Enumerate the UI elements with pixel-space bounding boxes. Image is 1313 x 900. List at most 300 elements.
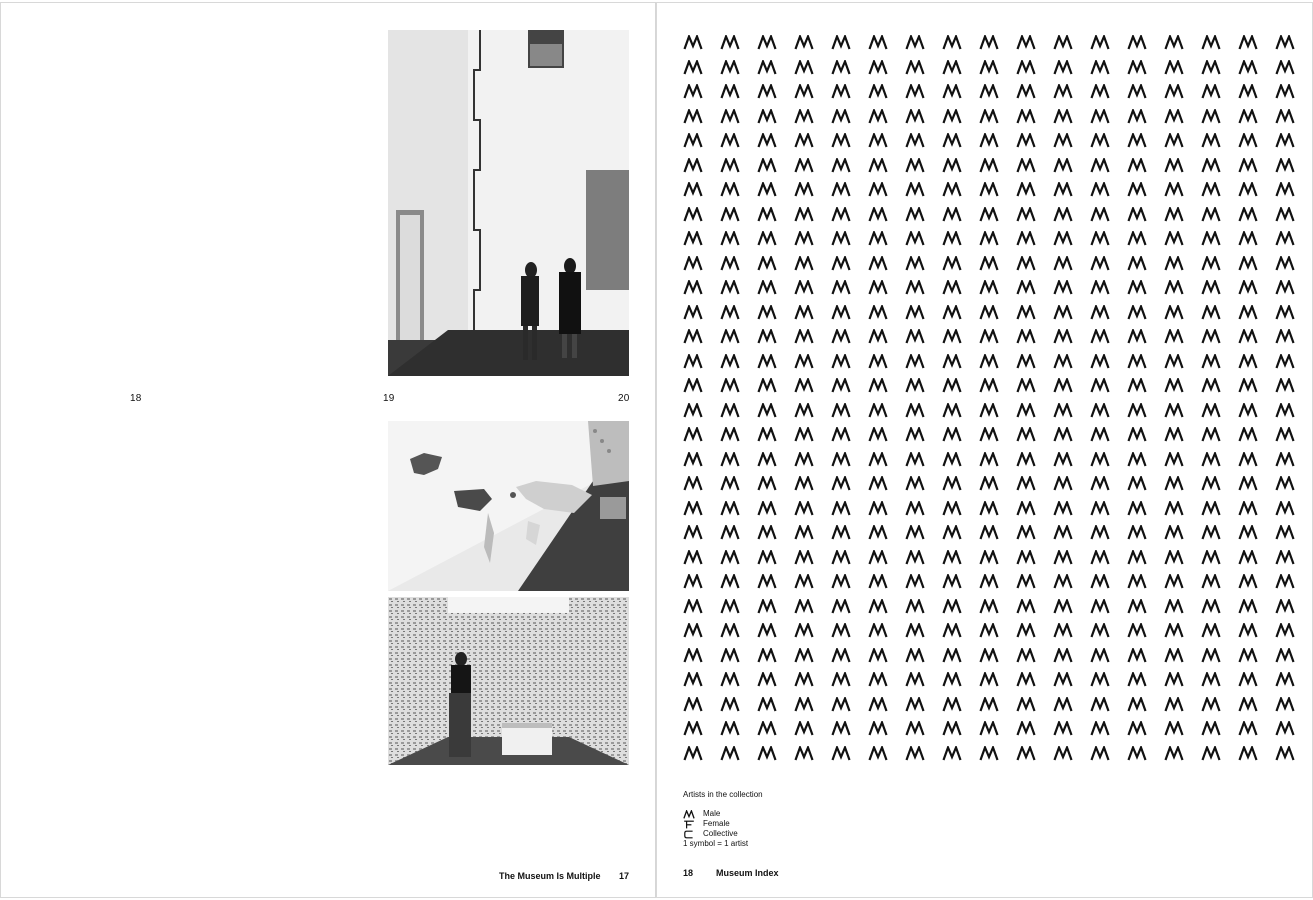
male-symbol-icon — [757, 572, 777, 588]
male-symbol-icon — [1275, 499, 1295, 515]
male-symbol-icon — [1275, 327, 1295, 343]
male-symbol-icon — [942, 180, 962, 196]
male-symbol-icon — [979, 450, 999, 466]
male-symbol-icon — [979, 156, 999, 172]
male-symbol-icon — [794, 523, 814, 539]
male-symbol-icon — [794, 327, 814, 343]
male-symbol-icon — [942, 646, 962, 662]
male-symbol-icon — [979, 205, 999, 221]
male-symbol-icon — [831, 499, 851, 515]
male-symbol-icon — [831, 548, 851, 564]
male-symbol-icon — [1164, 254, 1184, 270]
male-symbol-icon — [1016, 376, 1036, 392]
male-symbol-icon — [905, 107, 925, 123]
male-symbol-icon — [831, 33, 851, 49]
male-symbol-icon — [868, 82, 888, 98]
male-symbol-icon — [942, 670, 962, 686]
male-symbol-icon — [979, 548, 999, 564]
male-symbol-icon — [1053, 205, 1073, 221]
male-symbol-icon — [942, 719, 962, 735]
male-symbol-icon — [794, 425, 814, 441]
figure-number-20: 20 — [618, 393, 630, 404]
male-symbol-icon — [1238, 499, 1258, 515]
male-symbol-icon — [794, 695, 814, 711]
male-symbol-icon — [905, 33, 925, 49]
male-symbol-icon — [683, 670, 703, 686]
male-symbol-icon — [720, 156, 740, 172]
male-symbol-icon — [1275, 82, 1295, 98]
male-symbol-icon — [1016, 597, 1036, 613]
male-symbol-icon — [1053, 744, 1073, 760]
male-symbol-icon — [868, 474, 888, 490]
male-symbol-icon — [1127, 719, 1147, 735]
right-footer-title: Museum Index — [716, 868, 779, 878]
male-symbol-icon — [942, 548, 962, 564]
male-symbol-icon — [831, 229, 851, 245]
male-symbol-icon — [905, 474, 925, 490]
male-symbol-icon — [905, 744, 925, 760]
male-symbol-icon — [1164, 82, 1184, 98]
male-symbol-icon — [1090, 33, 1110, 49]
male-symbol-icon — [683, 180, 703, 196]
male-symbol-icon — [1201, 131, 1221, 147]
male-symbol-icon — [1201, 327, 1221, 343]
male-symbol-icon — [1238, 229, 1258, 245]
figure-number-19: 19 — [383, 393, 395, 404]
male-symbol-icon — [831, 401, 851, 417]
male-symbol-icon — [942, 425, 962, 441]
male-symbol-icon — [720, 327, 740, 343]
male-symbol-icon — [942, 82, 962, 98]
male-symbol-icon — [1275, 646, 1295, 662]
male-symbol-icon — [831, 450, 851, 466]
male-symbol-icon — [683, 33, 703, 49]
male-symbol-icon — [1201, 156, 1221, 172]
male-symbol-icon — [1090, 131, 1110, 147]
male-symbol-icon — [1090, 82, 1110, 98]
male-symbol-icon — [1164, 646, 1184, 662]
male-symbol-icon — [1238, 719, 1258, 735]
male-symbol-icon — [683, 474, 703, 490]
male-symbol-icon — [683, 646, 703, 662]
male-symbol-icon — [794, 33, 814, 49]
male-symbol-icon — [1201, 180, 1221, 196]
male-symbol-icon — [720, 450, 740, 466]
male-symbol-icon — [1090, 58, 1110, 74]
male-symbol-icon — [1016, 744, 1036, 760]
male-symbol-icon — [868, 352, 888, 368]
male-symbol-icon — [942, 572, 962, 588]
male-symbol-icon — [868, 425, 888, 441]
male-symbol-icon — [1201, 646, 1221, 662]
male-symbol-icon — [979, 425, 999, 441]
legend — [683, 809, 748, 849]
male-symbol-icon — [1238, 474, 1258, 490]
male-symbol-icon — [720, 719, 740, 735]
male-artist-glyph-grid — [683, 33, 1312, 768]
male-symbol-icon — [1016, 621, 1036, 637]
male-symbol-icon — [942, 401, 962, 417]
male-symbol-icon — [1127, 695, 1147, 711]
male-symbol-icon — [1127, 303, 1147, 319]
male-symbol-icon — [1090, 719, 1110, 735]
male-symbol-icon — [905, 327, 925, 343]
male-symbol-icon — [979, 646, 999, 662]
male-symbol-icon — [831, 131, 851, 147]
male-symbol-icon — [720, 254, 740, 270]
male-symbol-icon — [1053, 278, 1073, 294]
male-symbol-icon — [979, 572, 999, 588]
male-symbol-icon — [1164, 278, 1184, 294]
male-symbol-icon — [1053, 719, 1073, 735]
male-symbol-icon — [683, 82, 703, 98]
male-symbol-icon — [868, 670, 888, 686]
male-symbol-icon — [979, 597, 999, 613]
male-symbol-icon — [1275, 695, 1295, 711]
male-symbol-icon — [1090, 572, 1110, 588]
male-symbol-icon — [942, 744, 962, 760]
male-symbol-icon — [831, 107, 851, 123]
male-symbol-icon — [1275, 229, 1295, 245]
male-symbol-icon — [1275, 450, 1295, 466]
male-symbol-icon — [757, 548, 777, 564]
male-symbol-icon — [757, 82, 777, 98]
male-symbol-icon — [1238, 621, 1258, 637]
male-symbol-icon — [905, 572, 925, 588]
male-symbol-icon — [1275, 670, 1295, 686]
male-symbol-icon — [1127, 82, 1147, 98]
male-symbol-icon — [1127, 425, 1147, 441]
card-wall-room-photo — [388, 597, 629, 765]
male-symbol-icon — [1016, 474, 1036, 490]
male-symbol-icon — [1053, 401, 1073, 417]
left-footer-title: The Museum Is Multiple — [499, 871, 601, 881]
male-symbol-icon — [683, 523, 703, 539]
male-symbol-icon — [1164, 33, 1184, 49]
male-symbol-icon — [794, 621, 814, 637]
male-symbol-icon — [979, 131, 999, 147]
male-symbol-icon — [1275, 58, 1295, 74]
male-symbol-icon — [1275, 131, 1295, 147]
legend-label-collective: Collective — [703, 829, 738, 838]
male-symbol-icon — [1275, 572, 1295, 588]
male-symbol-icon — [683, 58, 703, 74]
male-symbol-icon — [1090, 352, 1110, 368]
male-symbol-icon — [720, 621, 740, 637]
male-symbol-icon — [1053, 156, 1073, 172]
male-symbol-icon — [1127, 229, 1147, 245]
male-symbol-icon — [1201, 278, 1221, 294]
male-symbol-icon — [1238, 278, 1258, 294]
male-symbol-icon — [979, 229, 999, 245]
male-symbol-icon — [831, 744, 851, 760]
male-symbol-icon — [1127, 597, 1147, 613]
male-symbol-icon — [1053, 254, 1073, 270]
male-symbol-icon — [1164, 548, 1184, 564]
male-symbol-icon — [868, 58, 888, 74]
male-symbol-icon — [757, 327, 777, 343]
male-symbol-icon — [1090, 376, 1110, 392]
male-symbol-icon — [831, 327, 851, 343]
male-symbol-icon — [1016, 229, 1036, 245]
male-symbol-icon — [1238, 131, 1258, 147]
male-symbol-icon — [868, 499, 888, 515]
legend-note: 1 symbol = 1 artist — [683, 839, 749, 848]
male-symbol-icon — [979, 327, 999, 343]
right-footer-page-number: 18 — [683, 868, 694, 878]
male-symbol-icon — [757, 229, 777, 245]
male-symbol-icon — [794, 670, 814, 686]
male-symbol-icon — [1275, 156, 1295, 172]
male-symbol-icon — [757, 646, 777, 662]
male-symbol-icon — [942, 474, 962, 490]
male-symbol-icon — [794, 278, 814, 294]
male-symbol-icon — [1090, 205, 1110, 221]
male-symbol-icon — [1016, 523, 1036, 539]
male-symbol-icon — [905, 597, 925, 613]
male-symbol-icon — [757, 156, 777, 172]
male-symbol-icon — [905, 376, 925, 392]
male-symbol-icon — [1127, 548, 1147, 564]
male-symbol-icon — [979, 719, 999, 735]
male-symbol-icon — [868, 254, 888, 270]
male-symbol-icon — [868, 572, 888, 588]
male-symbol-icon — [979, 254, 999, 270]
male-symbol-icon — [1275, 523, 1295, 539]
male-symbol-icon — [979, 499, 999, 515]
male-symbol-icon — [720, 229, 740, 245]
male-symbol-icon — [1090, 499, 1110, 515]
male-symbol-icon — [1238, 205, 1258, 221]
male-symbol-icon — [1238, 670, 1258, 686]
male-symbol-icon — [1127, 401, 1147, 417]
male-symbol-icon — [1053, 670, 1073, 686]
male-symbol-icon — [1201, 376, 1221, 392]
male-symbol-icon — [905, 695, 925, 711]
male-symbol-icon — [1201, 474, 1221, 490]
male-symbol-icon — [1090, 107, 1110, 123]
legend-item-male — [683, 809, 748, 819]
male-symbol-icon — [1016, 82, 1036, 98]
male-symbol-icon — [905, 450, 925, 466]
legend-label-male: Male — [703, 809, 721, 818]
male-symbol-icon — [1164, 474, 1184, 490]
male-symbol-icon — [1090, 327, 1110, 343]
male-symbol-icon — [794, 58, 814, 74]
male-symbol-icon — [794, 229, 814, 245]
male-symbol-icon — [942, 597, 962, 613]
male-symbol-icon — [1238, 744, 1258, 760]
male-symbol-icon — [683, 597, 703, 613]
male-symbol-icon — [1238, 254, 1258, 270]
male-symbol-icon — [1201, 597, 1221, 613]
male-symbol-icon — [1016, 450, 1036, 466]
male-symbol-icon — [794, 474, 814, 490]
male-symbol-icon — [905, 156, 925, 172]
male-symbol-icon — [1164, 327, 1184, 343]
male-symbol-icon — [979, 278, 999, 294]
male-symbol-icon — [979, 621, 999, 637]
male-symbol-icon — [757, 499, 777, 515]
male-symbol-icon — [868, 327, 888, 343]
male-symbol-icon — [1127, 450, 1147, 466]
male-symbol-icon — [1016, 33, 1036, 49]
male-symbol-icon — [831, 572, 851, 588]
male-symbol-icon — [683, 450, 703, 466]
male-symbol-icon — [868, 646, 888, 662]
male-symbol-icon — [1238, 352, 1258, 368]
male-symbol-icon — [1238, 523, 1258, 539]
male-symbol-icon — [1090, 621, 1110, 637]
male-symbol-icon — [1016, 548, 1036, 564]
legend-title: Artists in the collection — [683, 790, 763, 799]
male-symbol-icon — [942, 229, 962, 245]
male-symbol-icon — [1164, 303, 1184, 319]
male-symbol-icon — [683, 499, 703, 515]
male-symbol-icon — [1127, 499, 1147, 515]
male-symbol-icon — [757, 401, 777, 417]
male-symbol-icon — [1164, 229, 1184, 245]
male-symbol-icon — [1275, 180, 1295, 196]
male-symbol-icon — [1053, 82, 1073, 98]
male-symbol-icon — [905, 229, 925, 245]
male-symbol-icon — [794, 131, 814, 147]
male-symbol-icon — [757, 205, 777, 221]
male-symbol-icon — [683, 352, 703, 368]
male-symbol-icon — [868, 180, 888, 196]
male-symbol-icon — [1164, 425, 1184, 441]
male-symbol-icon — [683, 131, 703, 147]
male-symbol-icon — [1127, 523, 1147, 539]
male-symbol-icon — [1164, 156, 1184, 172]
male-symbol-icon — [1275, 719, 1295, 735]
male-symbol-icon — [720, 33, 740, 49]
male-symbol-icon — [720, 376, 740, 392]
male-symbol-icon — [979, 376, 999, 392]
male-symbol-icon — [794, 180, 814, 196]
male-symbol-icon — [720, 352, 740, 368]
male-symbol-icon — [1016, 425, 1036, 441]
male-symbol-icon — [831, 523, 851, 539]
male-symbol-icon — [683, 303, 703, 319]
male-symbol-icon — [1201, 352, 1221, 368]
male-symbol-icon — [1016, 254, 1036, 270]
male-symbol-icon — [868, 33, 888, 49]
male-symbol-icon — [1090, 670, 1110, 686]
male-symbol-icon — [1164, 695, 1184, 711]
male-symbol-icon — [1016, 58, 1036, 74]
male-symbol-icon — [683, 572, 703, 588]
male-symbol-icon — [1090, 303, 1110, 319]
male-symbol-icon — [942, 303, 962, 319]
male-symbol-icon — [1090, 474, 1110, 490]
male-symbol-icon — [942, 352, 962, 368]
male-symbol-icon — [1053, 327, 1073, 343]
male-symbol-icon — [1090, 278, 1110, 294]
male-symbol-icon — [979, 33, 999, 49]
male-symbol-icon — [1090, 254, 1110, 270]
male-symbol-icon — [868, 523, 888, 539]
male-symbol-icon — [683, 229, 703, 245]
legend-item-collective — [683, 829, 748, 839]
male-symbol-icon — [1053, 548, 1073, 564]
male-symbol-icon — [979, 107, 999, 123]
male-symbol-icon — [1016, 572, 1036, 588]
male-symbol-icon — [720, 744, 740, 760]
male-symbol-icon — [757, 352, 777, 368]
male-symbol-icon — [1201, 58, 1221, 74]
male-symbol-icon — [1275, 474, 1295, 490]
male-symbol-icon — [1016, 156, 1036, 172]
male-symbol-icon — [757, 58, 777, 74]
male-symbol-icon — [1053, 695, 1073, 711]
male-symbol-icon — [868, 131, 888, 147]
male-symbol-icon — [905, 303, 925, 319]
male-symbol-icon — [1201, 303, 1221, 319]
male-symbol-icon — [1127, 254, 1147, 270]
male-symbol-icon — [1275, 597, 1295, 613]
male-symbol-icon — [720, 670, 740, 686]
male-symbol-icon — [757, 376, 777, 392]
male-symbol-icon — [794, 303, 814, 319]
male-symbol-icon — [868, 156, 888, 172]
male-symbol-icon — [868, 401, 888, 417]
male-symbol-icon — [905, 352, 925, 368]
male-symbol-icon — [1127, 572, 1147, 588]
male-symbol-icon — [979, 352, 999, 368]
male-symbol-icon — [683, 719, 703, 735]
male-symbol-icon — [1127, 58, 1147, 74]
male-symbol-icon — [979, 58, 999, 74]
male-symbol-icon — [757, 107, 777, 123]
male-symbol-icon — [794, 156, 814, 172]
male-symbol-icon — [1053, 352, 1073, 368]
male-symbol-icon — [720, 107, 740, 123]
male-symbol-icon — [942, 107, 962, 123]
male-symbol-icon — [1127, 474, 1147, 490]
male-symbol-icon — [1053, 499, 1073, 515]
male-symbol-icon — [831, 670, 851, 686]
male-symbol-icon — [1016, 278, 1036, 294]
male-symbol-icon — [794, 597, 814, 613]
male-symbol-icon — [1164, 499, 1184, 515]
male-symbol-icon — [1275, 548, 1295, 564]
male-symbol-icon — [794, 572, 814, 588]
male-symbol-icon — [905, 670, 925, 686]
male-symbol-icon — [1275, 254, 1295, 270]
male-symbol-icon — [720, 205, 740, 221]
male-symbol-icon — [1016, 670, 1036, 686]
male-symbol-icon — [868, 621, 888, 637]
male-symbol-icon — [979, 180, 999, 196]
male-symbol-icon — [757, 719, 777, 735]
male-symbol-icon — [683, 425, 703, 441]
male-symbol-icon — [1127, 33, 1147, 49]
male-symbol-icon — [1164, 670, 1184, 686]
male-symbol-icon — [720, 82, 740, 98]
male-symbol-icon — [868, 548, 888, 564]
male-symbol-icon — [1201, 523, 1221, 539]
male-symbol-icon — [683, 254, 703, 270]
male-symbol-icon — [1053, 107, 1073, 123]
left-page — [0, 2, 656, 898]
male-symbol-icon — [757, 744, 777, 760]
male-symbol-icon — [1127, 107, 1147, 123]
male-symbol-icon — [868, 205, 888, 221]
male-symbol-icon — [1127, 352, 1147, 368]
male-symbol-icon — [868, 107, 888, 123]
male-symbol-icon — [720, 303, 740, 319]
